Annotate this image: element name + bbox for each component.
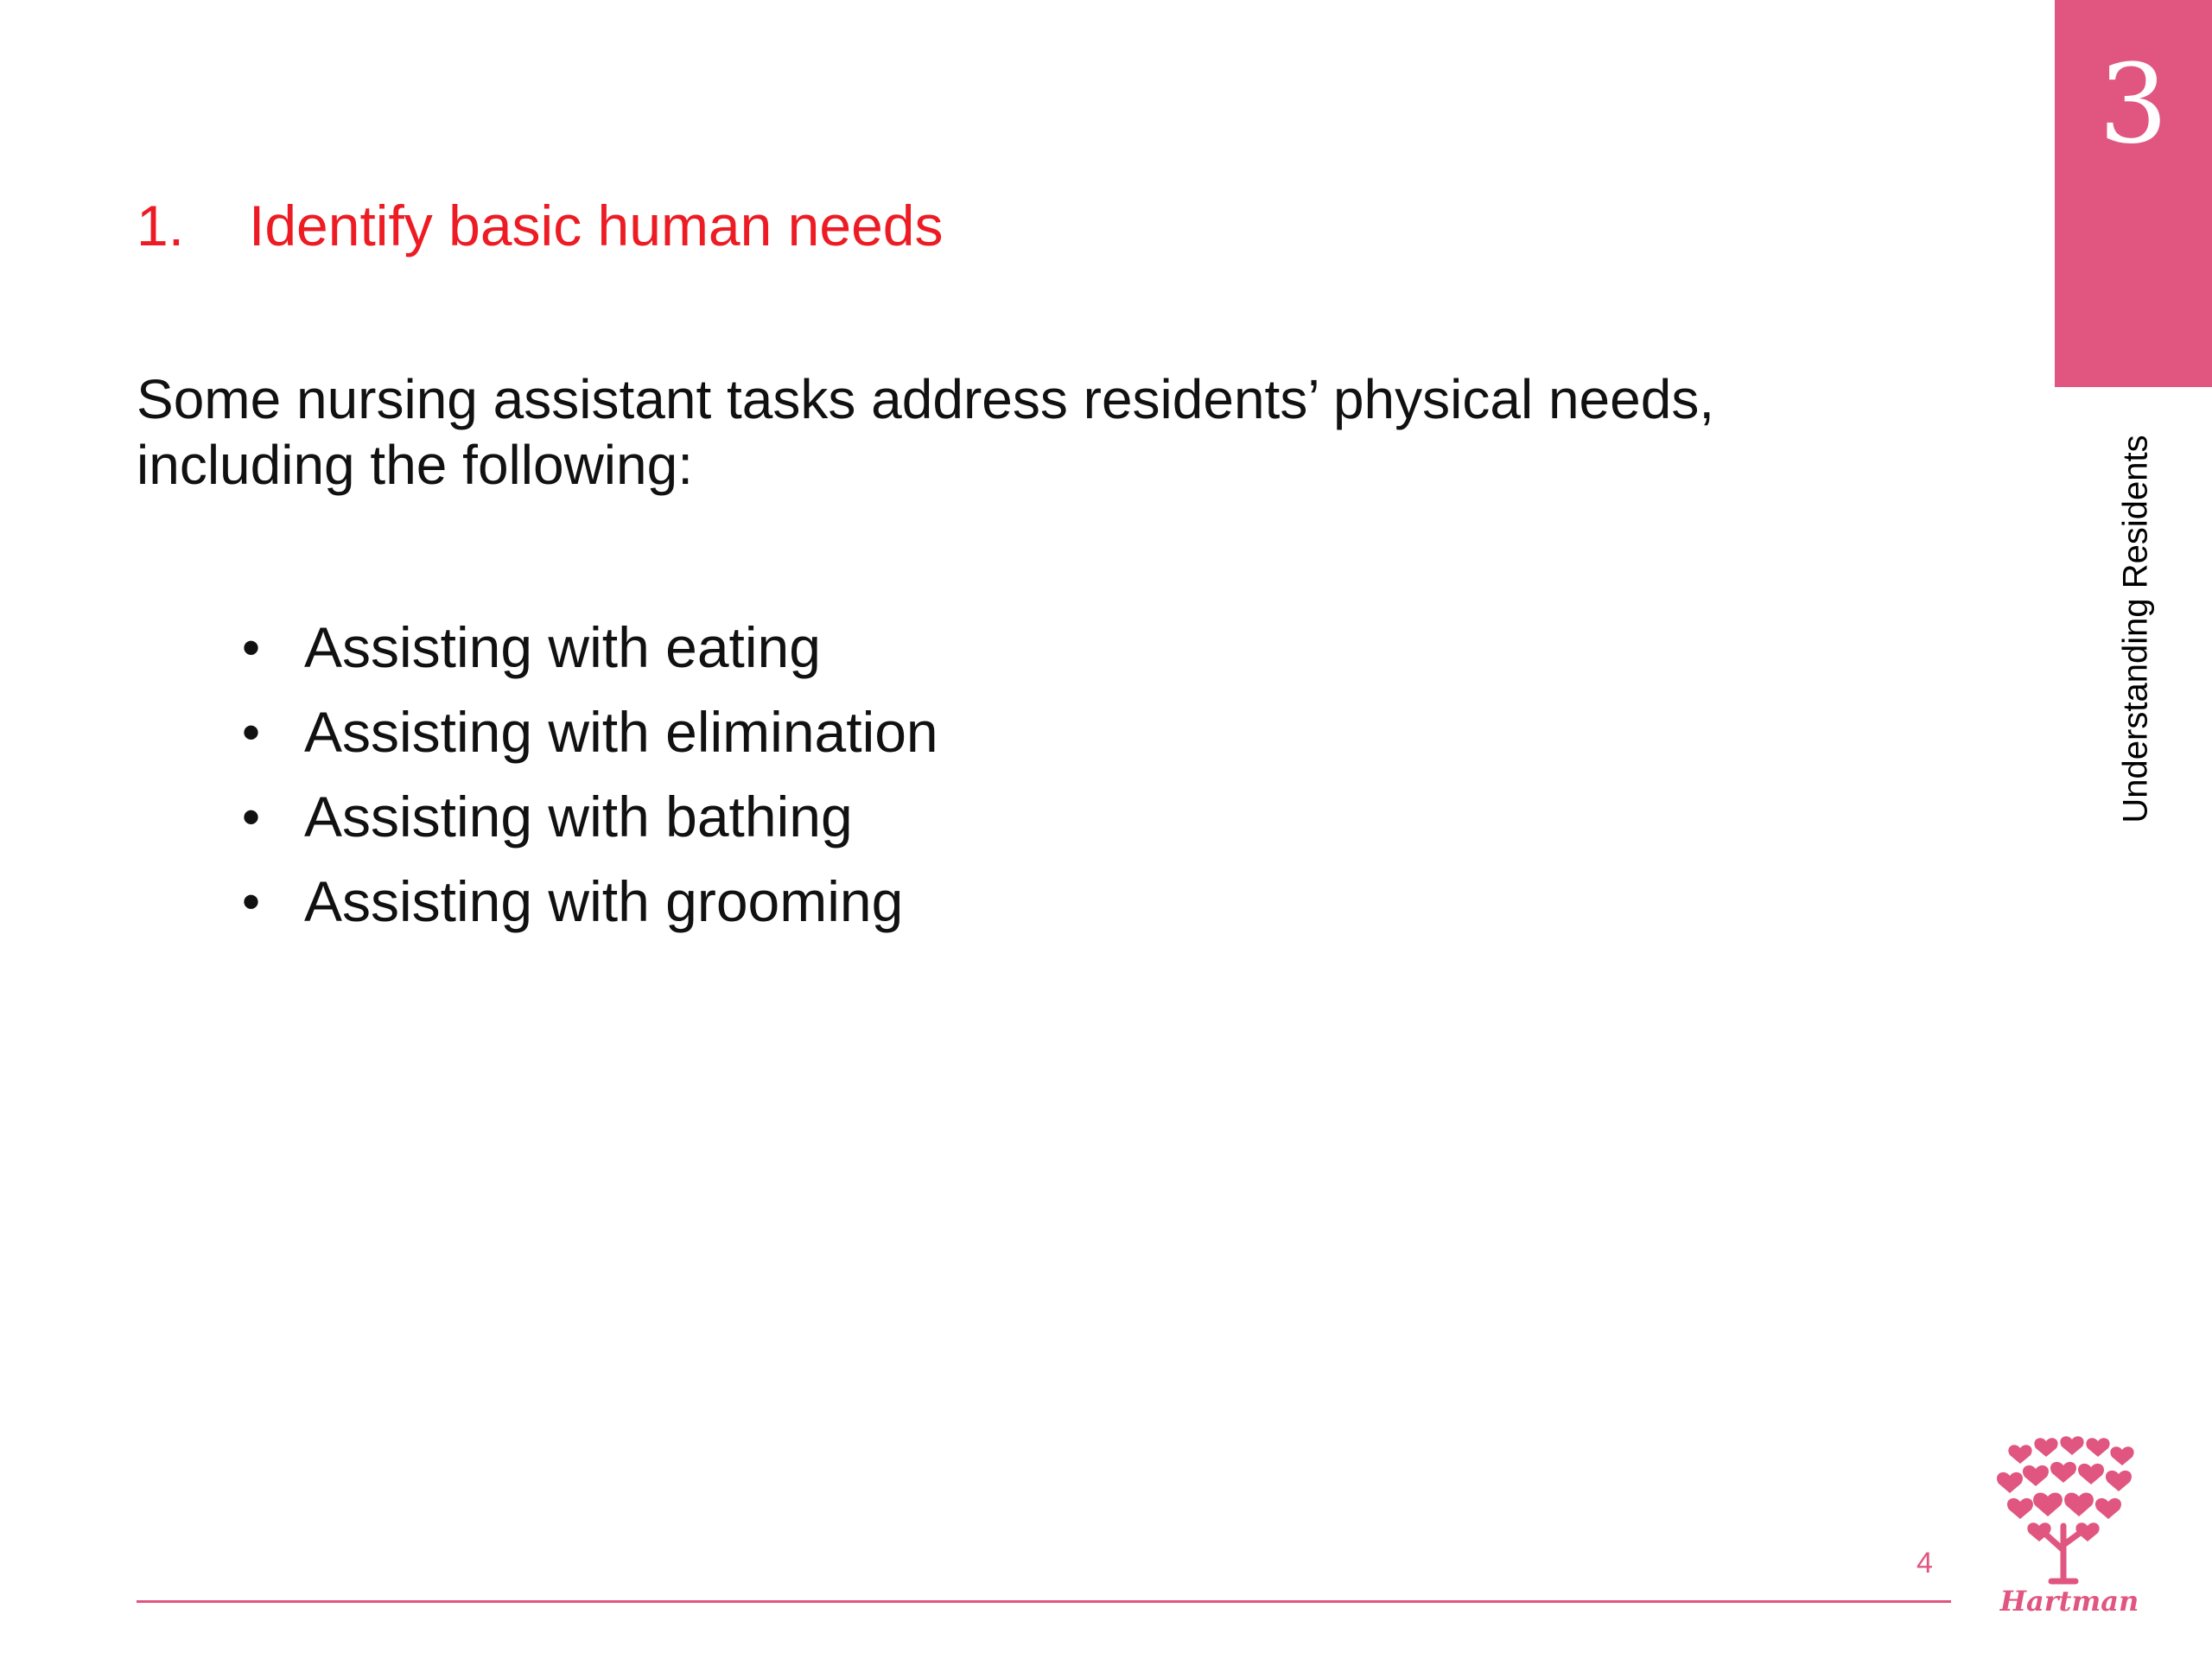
list-item-text: Assisting with eating <box>304 615 821 679</box>
bullet-list <box>242 605 938 944</box>
heading-text: Identify basic human needs <box>249 194 944 257</box>
list-item-text: Assisting with bathing <box>304 785 853 849</box>
bullet-dot-icon: • <box>242 872 261 931</box>
list-item-text: Assisting with elimination <box>304 700 938 764</box>
slide-heading <box>137 194 944 257</box>
bullet-dot-icon: • <box>242 787 261 846</box>
list-item <box>242 605 938 690</box>
logo-trunk <box>2046 1526 2082 1581</box>
heading-number: 1. <box>137 194 185 257</box>
intro-paragraph: Some nursing assistant tasks address residents’ physical needs, including the following: <box>137 368 1715 496</box>
logo-wordmark: Hartman <box>1999 1585 2139 1618</box>
chapter-tab <box>2055 0 2212 387</box>
list-item <box>242 690 938 774</box>
bullet-dot-icon: • <box>242 618 261 677</box>
list-item <box>242 859 938 944</box>
footer-divider <box>137 1600 1951 1603</box>
list-item <box>242 774 938 859</box>
bullet-dot-icon: • <box>242 702 261 761</box>
chapter-title: Understanding Residents <box>2116 435 2155 823</box>
list-item-text: Assisting with grooming <box>304 869 904 933</box>
page-number: 4 <box>1916 1547 1933 1580</box>
chapter-number: 3 <box>2098 41 2169 168</box>
